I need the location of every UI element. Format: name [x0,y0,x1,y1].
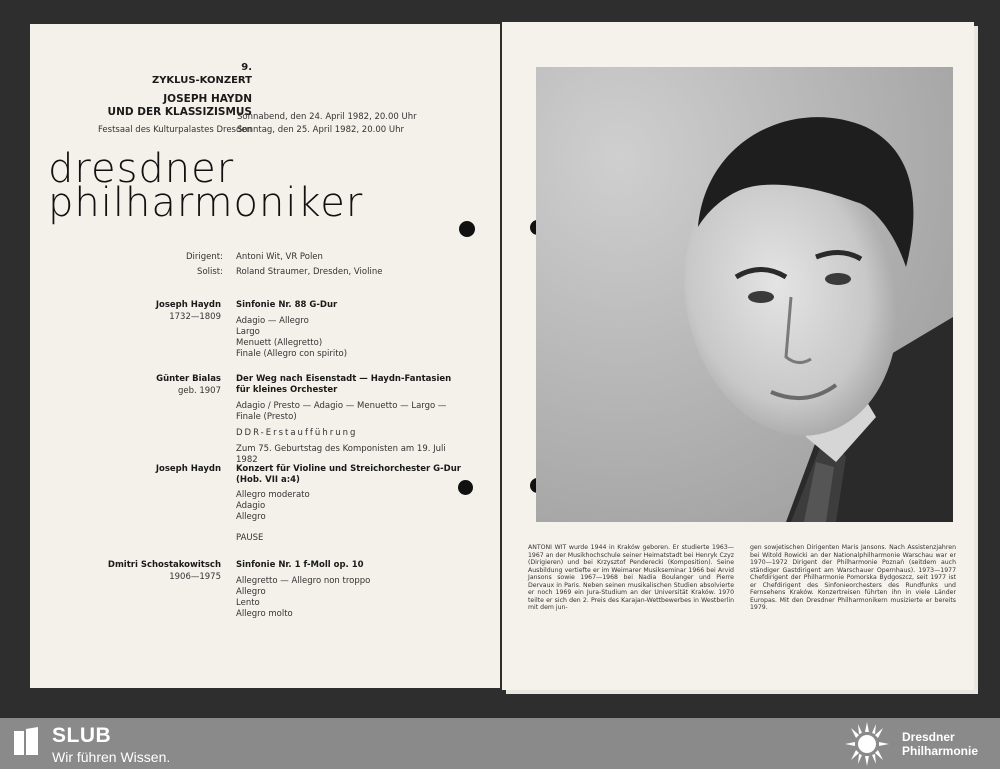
work-title-line1: Konzert für Violine und Streichorchester G-Dur [236,464,461,474]
work-title: Sinfonie Nr. 1 f-Moll op. 10 [236,560,364,570]
movement: Menuett (Allegretto) [236,338,323,348]
composer-haydn: Joseph Haydn [155,300,221,310]
premiere-note: DDR-Erstaufführung [236,428,358,438]
movement: Allegretto — Allegro non troppo [236,576,371,586]
movement: Adagio — Allegro [236,316,309,326]
composer-years: geb. 1907 [177,386,221,396]
bio-text-right: gen sowjetischen Dirigenten Maris Jansons. Nach Assistenzjahren bei Witold Rowicki an der Nationalphilharmonie Warschau war er 1970—1972 Dirigent der Philharmonie Poznań (seitdem auch ständiger Gastdirigent am Warschauer Opernhaus). 1973—1977 Chefdirigent der Philharmonie Pomorska Bydgoszcz, seit 1977 ist er Chefdirigent des Sinfonieorchesters des Rundfunks und Fernsehens Kraków. Konzertreisen führten ihn in viele Länder Europas. Mit den Dresdner Philharmonikern musizierte er bereits 1979. [750,544,956,611]
movement: Finale (Allegro con spirito) [236,349,348,359]
anniversary-note: Zum 75. Geburtstag des Komponisten am 19. Juli 1982 [236,444,446,465]
concert-venue: Festsaal des Kulturpalastes Dresden [97,125,252,135]
movement: Allegro [236,512,266,522]
movement: Lento [236,598,260,608]
concert-date-1: Sonnabend, den 24. April 1982, 20.00 Uhr [237,112,417,122]
slub-name: SLUB [52,724,112,747]
soloist-label: Solist: [197,267,223,277]
concert-title-line1: JOSEPH HAYDN [163,93,252,105]
concert-date-2: Sonntag, den 25. April 1982, 20.00 Uhr [237,125,404,135]
concert-series: ZYKLUS-KONZERT [151,75,252,86]
conductor-portrait-photo [536,67,953,522]
logo-line1: dresdner [48,146,235,192]
movement: Largo [236,327,260,337]
movement: Adagio [236,501,266,511]
slub-logo-icon [12,725,40,759]
dresdner-philharmonie-name [902,730,978,758]
movement: Adagio / Presto — Adagio — Menuetto — Largo — [236,401,447,411]
work-title-line2: für kleines Orchester [236,385,338,395]
work-title: Sinfonie Nr. 88 G-Dur [236,300,338,310]
soloist-name: Roland Straumer, Dresden, Violine [236,267,383,277]
dresdner-philharmonie-logo-icon [842,720,892,768]
dp-line2: Philharmonie [902,744,979,758]
right-page [502,22,974,690]
composer-schostakowitsch: Dmitri Schostakowitsch [107,560,221,570]
movement: Allegro molto [236,609,293,619]
movement: Finale (Presto) [236,412,297,422]
logo-dot [459,221,475,237]
conductor-name: Antoni Wit, VR Polen [236,252,323,262]
concert-title-line2: UND DER KLASSIZISMUS [107,106,252,118]
work-title-line2: (Hob. VII a:4) [236,475,300,485]
movement: Allegro [236,587,266,597]
footer-bar [0,718,1000,769]
pause-label: PAUSE [236,533,264,543]
orchestra-logo [48,146,364,226]
composer-haydn: Joseph Haydn [155,464,221,474]
work-title-line1: Der Weg nach Eisenstadt — Haydn-Fantasien [236,374,452,384]
slub-slogan: Wir führen Wissen. [52,749,171,765]
conductor-label: Dirigent: [186,252,223,262]
composer-years: 1732—1809 [169,312,221,322]
dp-line1: Dresdner [902,730,955,744]
logo-line2: philharmoniker [48,180,364,226]
composer-bialas: Günter Bialas [156,374,221,384]
left-page [30,24,500,688]
concert-number: 9. [241,62,252,73]
composer-years: 1906—1975 [169,572,221,582]
bio-text-left: ANTONI WIT wurde 1944 in Kraków geboren. Er studierte 1963—1967 an der Musikhochschule seiner Heimatstadt bei Henryk Czyz (Dirigieren) und bei Krzysztof Penderecki (Komposition). Seine Ausbildung vertiefte er im Weimarer Musikseminar 1966 bei Arvid Jansons sowie 1967—1968 bei Nadia Boulanger und Pierre Dervaux in Paris. Neben seinen musikalischen Studien absolvierte er noch 1969 ein Jura-Studium an der Universität Kraków. 1970 teilte er sich den 2. Preis des Karajan-Wettbewerbes in Westberlin mit dem jun- [528,544,734,611]
punch-hole [458,480,473,495]
movement: Allegro moderato [236,490,310,500]
